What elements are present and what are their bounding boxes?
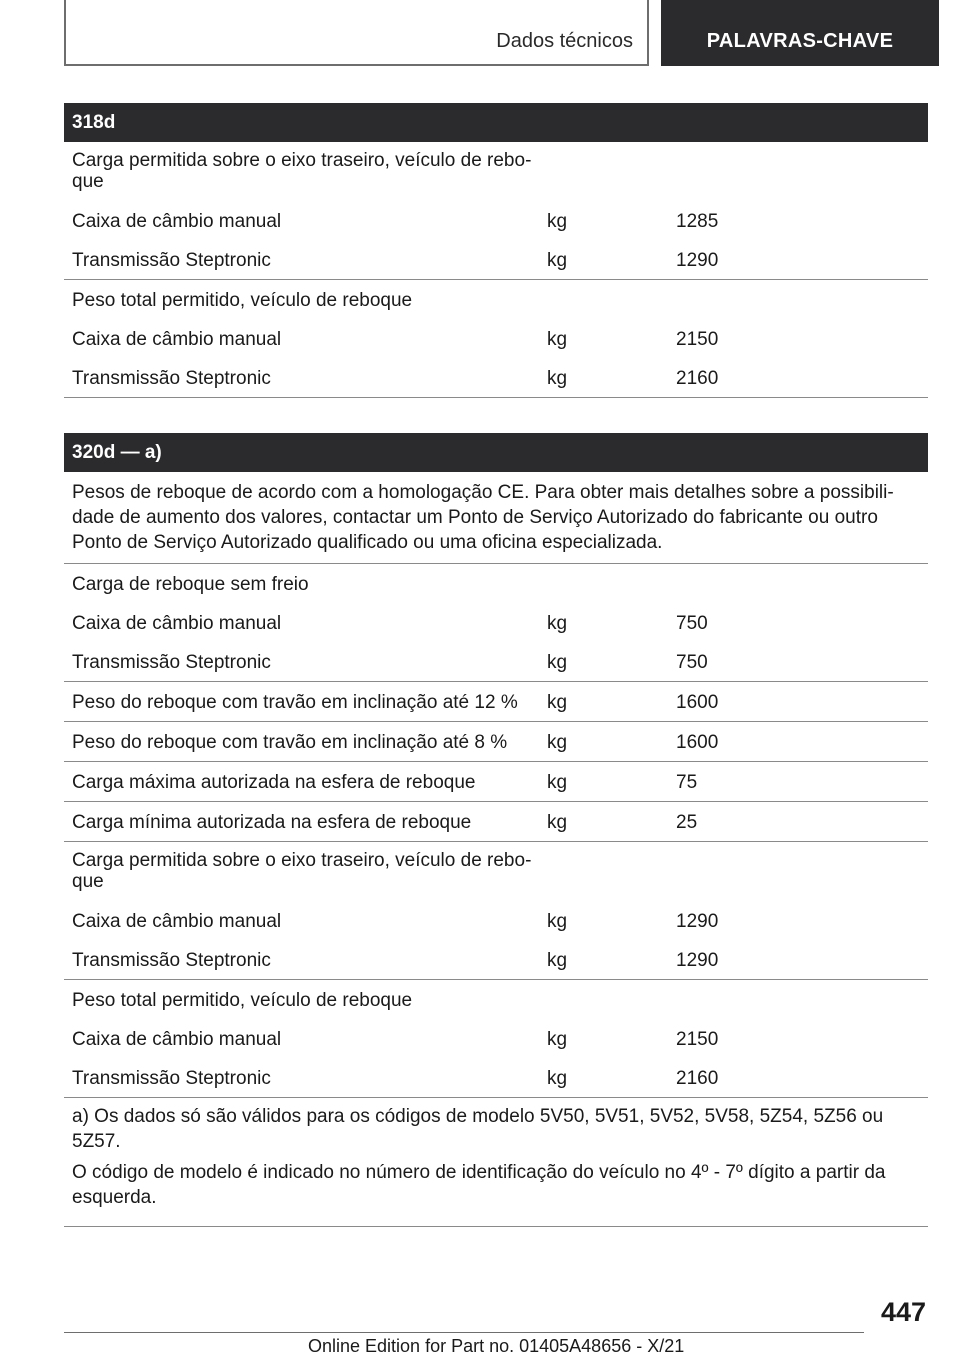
row-unit: kg — [547, 1029, 568, 1050]
table-row — [64, 240, 928, 279]
row-value: 1290 — [676, 911, 719, 932]
row-unit: kg — [547, 250, 568, 271]
section-tab[interactable] — [64, 0, 649, 64]
row-value: 2160 — [676, 368, 719, 389]
table-group — [64, 280, 928, 398]
table-group — [64, 682, 928, 722]
row-unit: kg — [547, 211, 568, 232]
table-row — [64, 802, 928, 841]
group-label: Peso total permitido, veículo de reboque — [72, 290, 413, 311]
group-label-row — [64, 980, 928, 1019]
row-unit: kg — [547, 1068, 568, 1089]
table-row — [64, 358, 928, 397]
row-value: 1285 — [676, 211, 719, 232]
row-label: Transmissão Steptronic — [72, 1068, 271, 1089]
row-label: Caixa de câmbio manual — [72, 1029, 282, 1050]
keywords-tab-label: PALAVRAS-CHAVE — [706, 30, 894, 52]
row-value: 750 — [676, 613, 708, 634]
table-group — [64, 842, 928, 980]
row-value: 2160 — [676, 1068, 719, 1089]
table-row — [64, 940, 928, 979]
row-value: 1600 — [676, 732, 719, 753]
row-unit: kg — [547, 911, 568, 932]
row-label: Peso do reboque com travão em inclinação até 8 % — [72, 732, 508, 753]
group-label: Carga de reboque sem freio — [72, 574, 309, 595]
group-label: Carga permitida sobre o eixo traseiro, veículo de rebo-que — [72, 150, 532, 192]
row-unit: kg — [547, 812, 568, 833]
table-row — [64, 1019, 928, 1058]
table-group — [64, 762, 928, 802]
row-label: Carga mínima autorizada na esfera de reboque — [72, 812, 472, 833]
table-row — [64, 642, 928, 681]
group-label: Peso total permitido, veículo de reboque — [72, 990, 413, 1011]
table-notes — [64, 1098, 928, 1227]
table-row — [64, 1058, 928, 1097]
row-unit: kg — [547, 772, 568, 793]
row-unit: kg — [547, 613, 568, 634]
table-intro — [64, 472, 928, 564]
group-label: Carga permitida sobre o eixo traseiro, veículo de rebo-que — [72, 850, 532, 892]
table-row — [64, 201, 928, 240]
footnote-text: a) Os dados só são válidos para os códigos de modelo 5V50, 5V51, 5V52, 5V58, 5Z54, 5Z56 ou 5Z57. — [72, 1106, 884, 1152]
row-unit: kg — [547, 732, 568, 753]
row-unit: kg — [547, 329, 568, 350]
row-unit: kg — [547, 652, 568, 673]
footnote-text: O código de modelo é indicado no número de identificação do veículo no 4º - 7º dígito a partir da esquerda. — [72, 1162, 886, 1208]
table-group — [64, 802, 928, 842]
row-value: 75 — [676, 772, 698, 793]
footer-rule — [64, 1332, 864, 1333]
table-title: 320d — a) — [64, 433, 928, 472]
row-label: Transmissão Steptronic — [72, 950, 271, 971]
table-group — [64, 722, 928, 762]
table-title: 318d — [64, 103, 928, 142]
spec-table-318d — [64, 103, 928, 398]
table-group — [64, 142, 928, 280]
section-tab-label: Dados técnicos — [496, 30, 633, 52]
header-rule — [64, 64, 649, 66]
row-label: Peso do reboque com travão em inclinação até 12 % — [72, 692, 518, 713]
row-label: Transmissão Steptronic — [72, 368, 271, 389]
keywords-tab[interactable] — [661, 0, 939, 66]
row-label: Caixa de câmbio manual — [72, 329, 282, 350]
intro-text: Pesos de reboque de acordo com a homologação CE. Para obter mais detalhes sobre a possibili-dade de aumento dos valores, contactar um Ponto de Serviço Autorizado do fabricante ou outro Ponto de Serviço Autorizado qualificado ou uma oficina especializada. — [72, 482, 894, 553]
row-value: 1290 — [676, 250, 719, 271]
edition-text: Online Edition for Part no. 01405A48656 - X/21 — [308, 1336, 685, 1356]
row-value: 1600 — [676, 692, 719, 713]
page-number: 447 — [880, 1297, 926, 1327]
table-group — [64, 564, 928, 682]
row-label: Caixa de câmbio manual — [72, 211, 282, 232]
row-label: Transmissão Steptronic — [72, 652, 271, 673]
table-group — [64, 980, 928, 1098]
table-row — [64, 319, 928, 358]
group-label-row — [64, 142, 928, 201]
group-label-row — [64, 564, 928, 603]
row-label: Caixa de câmbio manual — [72, 911, 282, 932]
row-unit: kg — [547, 368, 568, 389]
group-label-row — [64, 280, 928, 319]
row-value: 750 — [676, 652, 708, 673]
table-row — [64, 682, 928, 721]
row-label: Transmissão Steptronic — [72, 250, 271, 271]
row-unit: kg — [547, 950, 568, 971]
row-value: 2150 — [676, 1029, 719, 1050]
group-label-row — [64, 842, 928, 901]
table-row — [64, 762, 928, 801]
table-row — [64, 901, 928, 940]
row-label: Carga máxima autorizada na esfera de reboque — [72, 772, 476, 793]
row-value: 1290 — [676, 950, 719, 971]
row-unit: kg — [547, 692, 568, 713]
table-row — [64, 722, 928, 761]
table-row — [64, 603, 928, 642]
spec-table-320d — [64, 433, 928, 1227]
row-value: 25 — [676, 812, 698, 833]
row-label: Caixa de câmbio manual — [72, 613, 282, 634]
row-value: 2150 — [676, 329, 719, 350]
